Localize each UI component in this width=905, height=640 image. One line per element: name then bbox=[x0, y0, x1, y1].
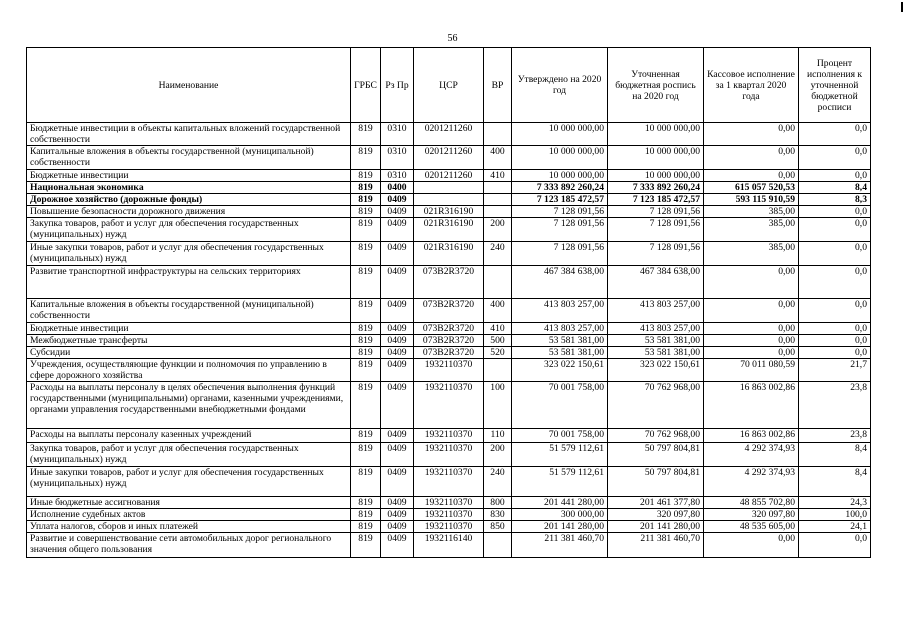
row-cash-cell: 0,00 bbox=[704, 347, 799, 359]
table-row bbox=[27, 359, 871, 382]
row-csr-cell: 073B2R3720 bbox=[414, 335, 484, 347]
table-row bbox=[27, 323, 871, 335]
row-csr-cell: 073B2R3720 bbox=[414, 347, 484, 359]
row-approved-cell: 51 579 112,61 bbox=[512, 467, 608, 497]
row-vr-cell bbox=[484, 533, 512, 558]
row-cash-cell: 0,00 bbox=[704, 146, 799, 170]
row-approved-cell: 300 000,00 bbox=[512, 509, 608, 521]
table-row bbox=[27, 497, 871, 509]
row-approved-cell: 7 128 091,56 bbox=[512, 206, 608, 218]
header-refined: Уточненная бюджетная роспись на 2020 год bbox=[608, 48, 704, 123]
row-grbs-cell: 819 bbox=[351, 382, 381, 429]
row-refined-cell: 53 581 381,00 bbox=[608, 347, 704, 359]
row-approved-cell: 53 581 381,00 bbox=[512, 347, 608, 359]
header-rzpr: Рз Пр bbox=[381, 48, 414, 123]
row-percent-cell: 0,0 bbox=[799, 146, 871, 170]
row-refined-cell: 10 000 000,00 bbox=[608, 170, 704, 182]
row-vr-cell: 240 bbox=[484, 467, 512, 497]
row-vr-cell: 500 bbox=[484, 335, 512, 347]
row-cash-cell: 320 097,80 bbox=[704, 509, 799, 521]
row-csr-cell: 1932110370 bbox=[414, 359, 484, 382]
table-row bbox=[27, 347, 871, 359]
row-percent-cell: 23,8 bbox=[799, 382, 871, 429]
row-vr-cell bbox=[484, 194, 512, 206]
row-refined-cell: 320 097,80 bbox=[608, 509, 704, 521]
table-row bbox=[27, 242, 871, 266]
row-name-cell: Развитие и совершенствование сети автомобильных дорог регионального значения общего пользования bbox=[27, 533, 351, 558]
row-approved-cell: 10 000 000,00 bbox=[512, 146, 608, 170]
row-vr-cell: 110 bbox=[484, 429, 512, 443]
row-cash-cell: 4 292 374,93 bbox=[704, 467, 799, 497]
table-row bbox=[27, 299, 871, 323]
row-csr-cell: 1932110370 bbox=[414, 509, 484, 521]
row-approved-cell: 7 128 091,56 bbox=[512, 218, 608, 242]
row-percent-cell: 0,0 bbox=[799, 170, 871, 182]
row-name-cell: Дорожное хозяйство (дорожные фонды) bbox=[27, 194, 351, 206]
row-grbs-cell: 819 bbox=[351, 467, 381, 497]
row-refined-cell: 70 762 968,00 bbox=[608, 382, 704, 429]
row-csr-cell: 1932110370 bbox=[414, 521, 484, 533]
row-grbs-cell: 819 bbox=[351, 123, 381, 146]
row-cash-cell: 0,00 bbox=[704, 533, 799, 558]
row-rzpr-cell: 0409 bbox=[381, 497, 414, 509]
row-rzpr-cell: 0409 bbox=[381, 382, 414, 429]
row-name-cell: Бюджетные инвестиции bbox=[27, 323, 351, 335]
row-approved-cell: 70 001 758,00 bbox=[512, 382, 608, 429]
table-row bbox=[27, 218, 871, 242]
header-grbs: ГРБС bbox=[351, 48, 381, 123]
row-cash-cell: 385,00 bbox=[704, 206, 799, 218]
header-csr: ЦСР bbox=[414, 48, 484, 123]
row-grbs-cell: 819 bbox=[351, 206, 381, 218]
row-cash-cell: 4 292 374,93 bbox=[704, 443, 799, 467]
row-vr-cell bbox=[484, 359, 512, 382]
row-refined-cell: 7 128 091,56 bbox=[608, 218, 704, 242]
row-cash-cell: 16 863 002,86 bbox=[704, 382, 799, 429]
row-name-cell: Исполнение судебных актов bbox=[27, 509, 351, 521]
row-vr-cell bbox=[484, 266, 512, 299]
row-cash-cell: 48 855 702,80 bbox=[704, 497, 799, 509]
row-refined-cell: 323 022 150,61 bbox=[608, 359, 704, 382]
row-approved-cell: 70 001 758,00 bbox=[512, 429, 608, 443]
row-percent-cell: 0,0 bbox=[799, 323, 871, 335]
row-refined-cell: 50 797 804,81 bbox=[608, 443, 704, 467]
row-grbs-cell: 819 bbox=[351, 509, 381, 521]
row-cash-cell: 0,00 bbox=[704, 323, 799, 335]
table-row bbox=[27, 194, 871, 206]
row-cash-cell: 70 011 080,59 bbox=[704, 359, 799, 382]
row-refined-cell: 413 803 257,00 bbox=[608, 323, 704, 335]
row-rzpr-cell: 0409 bbox=[381, 509, 414, 521]
row-grbs-cell: 819 bbox=[351, 323, 381, 335]
row-refined-cell: 50 797 804,81 bbox=[608, 467, 704, 497]
row-refined-cell: 70 762 968,00 bbox=[608, 429, 704, 443]
row-percent-cell: 0,0 bbox=[799, 206, 871, 218]
row-name-cell: Уплата налогов, сборов и иных платежей bbox=[27, 521, 351, 533]
row-vr-cell: 400 bbox=[484, 146, 512, 170]
row-percent-cell: 8,4 bbox=[799, 443, 871, 467]
table-row bbox=[27, 382, 871, 429]
row-cash-cell: 0,00 bbox=[704, 123, 799, 146]
row-rzpr-cell: 0310 bbox=[381, 170, 414, 182]
row-cash-cell: 0,00 bbox=[704, 335, 799, 347]
row-refined-cell: 211 381 460,70 bbox=[608, 533, 704, 558]
row-name-cell: Закупка товаров, работ и услуг для обеспечения государственных (муниципальных) нужд bbox=[27, 443, 351, 467]
row-approved-cell: 7 333 892 260,24 bbox=[512, 182, 608, 194]
row-approved-cell: 413 803 257,00 bbox=[512, 299, 608, 323]
row-approved-cell: 201 141 280,00 bbox=[512, 521, 608, 533]
row-percent-cell: 21,7 bbox=[799, 359, 871, 382]
table-row bbox=[27, 146, 871, 170]
row-grbs-cell: 819 bbox=[351, 182, 381, 194]
row-grbs-cell: 819 bbox=[351, 533, 381, 558]
table-row bbox=[27, 533, 871, 558]
row-cash-cell: 0,00 bbox=[704, 266, 799, 299]
row-refined-cell: 201 141 280,00 bbox=[608, 521, 704, 533]
row-csr-cell: 1932110370 bbox=[414, 497, 484, 509]
row-percent-cell: 23,8 bbox=[799, 429, 871, 443]
row-cash-cell: 16 863 002,86 bbox=[704, 429, 799, 443]
row-approved-cell: 201 441 280,00 bbox=[512, 497, 608, 509]
row-refined-cell: 413 803 257,00 bbox=[608, 299, 704, 323]
row-refined-cell: 7 123 185 472,57 bbox=[608, 194, 704, 206]
table-row bbox=[27, 509, 871, 521]
row-cash-cell: 385,00 bbox=[704, 218, 799, 242]
row-rzpr-cell: 0400 bbox=[381, 182, 414, 194]
row-percent-cell: 0,0 bbox=[799, 533, 871, 558]
row-approved-cell: 53 581 381,00 bbox=[512, 335, 608, 347]
row-rzpr-cell: 0409 bbox=[381, 443, 414, 467]
row-rzpr-cell: 0409 bbox=[381, 323, 414, 335]
row-csr-cell: 021R316190 bbox=[414, 206, 484, 218]
row-approved-cell: 7 128 091,56 bbox=[512, 242, 608, 266]
row-csr-cell: 021R316190 bbox=[414, 218, 484, 242]
row-grbs-cell: 819 bbox=[351, 218, 381, 242]
row-approved-cell: 211 381 460,70 bbox=[512, 533, 608, 558]
row-csr-cell: 073B2R3720 bbox=[414, 266, 484, 299]
table-row bbox=[27, 429, 871, 443]
budget-table bbox=[26, 47, 871, 558]
header-cash: Кассовое исполнение за 1 квартал 2020 года bbox=[704, 48, 799, 123]
table-body bbox=[27, 123, 871, 558]
row-percent-cell: 0,0 bbox=[799, 218, 871, 242]
table-header-row bbox=[27, 48, 871, 123]
row-name-cell: Национальная экономика bbox=[27, 182, 351, 194]
row-grbs-cell: 819 bbox=[351, 335, 381, 347]
row-cash-cell: 48 535 605,00 bbox=[704, 521, 799, 533]
table-row bbox=[27, 123, 871, 146]
row-vr-cell: 800 bbox=[484, 497, 512, 509]
row-csr-cell: 0201211260 bbox=[414, 146, 484, 170]
row-rzpr-cell: 0409 bbox=[381, 359, 414, 382]
row-percent-cell: 0,0 bbox=[799, 347, 871, 359]
row-grbs-cell: 819 bbox=[351, 170, 381, 182]
row-approved-cell: 413 803 257,00 bbox=[512, 323, 608, 335]
row-name-cell: Иные закупки товаров, работ и услуг для обеспечения государственных (муниципальных) нужд bbox=[27, 467, 351, 497]
row-name-cell: Межбюджетные трансферты bbox=[27, 335, 351, 347]
row-vr-cell bbox=[484, 182, 512, 194]
header-vr: ВР bbox=[484, 48, 512, 123]
row-vr-cell: 200 bbox=[484, 443, 512, 467]
row-name-cell: Повышение безопасности дорожного движения bbox=[27, 206, 351, 218]
table-row bbox=[27, 467, 871, 497]
row-rzpr-cell: 0310 bbox=[381, 123, 414, 146]
row-refined-cell: 201 461 377,80 bbox=[608, 497, 704, 509]
row-csr-cell bbox=[414, 194, 484, 206]
row-name-cell: Развитие транспортной инфраструктуры на сельских территориях bbox=[27, 266, 351, 299]
row-grbs-cell: 819 bbox=[351, 359, 381, 382]
row-name-cell: Иные бюджетные ассигнования bbox=[27, 497, 351, 509]
row-csr-cell: 1932116140 bbox=[414, 533, 484, 558]
row-vr-cell: 850 bbox=[484, 521, 512, 533]
row-name-cell: Иные закупки товаров, работ и услуг для обеспечения государственных (муниципальных) нужд bbox=[27, 242, 351, 266]
row-vr-cell: 830 bbox=[484, 509, 512, 521]
row-name-cell: Бюджетные инвестиции bbox=[27, 170, 351, 182]
row-cash-cell: 0,00 bbox=[704, 299, 799, 323]
row-name-cell: Субсидии bbox=[27, 347, 351, 359]
row-name-cell: Капитальные вложения в объекты государственной (муниципальной) собственности bbox=[27, 146, 351, 170]
table-row bbox=[27, 443, 871, 467]
row-percent-cell: 0,0 bbox=[799, 266, 871, 299]
row-vr-cell bbox=[484, 206, 512, 218]
row-vr-cell: 410 bbox=[484, 323, 512, 335]
row-csr-cell: 021R316190 bbox=[414, 242, 484, 266]
row-vr-cell: 520 bbox=[484, 347, 512, 359]
row-vr-cell: 100 bbox=[484, 382, 512, 429]
row-approved-cell: 323 022 150,61 bbox=[512, 359, 608, 382]
row-percent-cell: 0,0 bbox=[799, 335, 871, 347]
row-approved-cell: 10 000 000,00 bbox=[512, 170, 608, 182]
row-refined-cell: 7 333 892 260,24 bbox=[608, 182, 704, 194]
row-vr-cell: 410 bbox=[484, 170, 512, 182]
row-approved-cell: 7 123 185 472,57 bbox=[512, 194, 608, 206]
row-grbs-cell: 819 bbox=[351, 266, 381, 299]
row-refined-cell: 10 000 000,00 bbox=[608, 146, 704, 170]
row-cash-cell: 615 057 520,53 bbox=[704, 182, 799, 194]
row-cash-cell: 593 115 910,59 bbox=[704, 194, 799, 206]
row-grbs-cell: 819 bbox=[351, 242, 381, 266]
table-row bbox=[27, 170, 871, 182]
page-number: 56 bbox=[447, 33, 458, 44]
table-row bbox=[27, 266, 871, 299]
row-rzpr-cell: 0409 bbox=[381, 206, 414, 218]
row-rzpr-cell: 0409 bbox=[381, 429, 414, 443]
row-name-cell: Учреждения, осуществляющие функции и полномочия по управлению в сфере дорожного хозяйства bbox=[27, 359, 351, 382]
row-rzpr-cell: 0409 bbox=[381, 266, 414, 299]
row-csr-cell: 1932110370 bbox=[414, 382, 484, 429]
row-grbs-cell: 819 bbox=[351, 443, 381, 467]
row-csr-cell: 0201211260 bbox=[414, 170, 484, 182]
table-row bbox=[27, 521, 871, 533]
row-approved-cell: 10 000 000,00 bbox=[512, 123, 608, 146]
row-rzpr-cell: 0409 bbox=[381, 335, 414, 347]
row-refined-cell: 53 581 381,00 bbox=[608, 335, 704, 347]
row-grbs-cell: 819 bbox=[351, 299, 381, 323]
row-approved-cell: 467 384 638,00 bbox=[512, 266, 608, 299]
row-grbs-cell: 819 bbox=[351, 429, 381, 443]
row-percent-cell: 0,0 bbox=[799, 123, 871, 146]
header-percent: Процент исполнения к уточненной бюджетной росписи bbox=[799, 48, 871, 123]
row-rzpr-cell: 0409 bbox=[381, 299, 414, 323]
row-percent-cell: 8,4 bbox=[799, 182, 871, 194]
row-name-cell: Бюджетные инвестиции в объекты капитальных вложений государственной собственности bbox=[27, 123, 351, 146]
row-cash-cell: 0,00 bbox=[704, 170, 799, 182]
row-vr-cell: 200 bbox=[484, 218, 512, 242]
row-name-cell: Капитальные вложения в объекты государственной (муниципальной) собственности bbox=[27, 299, 351, 323]
row-percent-cell: 24,3 bbox=[799, 497, 871, 509]
table-row bbox=[27, 182, 871, 194]
row-grbs-cell: 819 bbox=[351, 497, 381, 509]
row-rzpr-cell: 0409 bbox=[381, 218, 414, 242]
row-csr-cell: 1932110370 bbox=[414, 467, 484, 497]
table-row bbox=[27, 206, 871, 218]
row-rzpr-cell: 0310 bbox=[381, 146, 414, 170]
row-rzpr-cell: 0409 bbox=[381, 521, 414, 533]
header-approved: Утверждено на 2020 год bbox=[512, 48, 608, 123]
row-vr-cell bbox=[484, 123, 512, 146]
row-vr-cell: 240 bbox=[484, 242, 512, 266]
row-grbs-cell: 819 bbox=[351, 347, 381, 359]
row-grbs-cell: 819 bbox=[351, 194, 381, 206]
row-percent-cell: 24,1 bbox=[799, 521, 871, 533]
row-percent-cell: 100,0 bbox=[799, 509, 871, 521]
page-edge-mark bbox=[901, 2, 903, 12]
row-name-cell: Закупка товаров, работ и услуг для обеспечения государственных (муниципальных) нужд bbox=[27, 218, 351, 242]
row-name-cell: Расходы на выплаты персоналу в целях обеспечения выполнения функций государственными (муниципальными) органами, казенными учреждениями, органами управления государственными внебюджетными фондами bbox=[27, 382, 351, 429]
row-rzpr-cell: 0409 bbox=[381, 194, 414, 206]
row-csr-cell: 073B2R3720 bbox=[414, 299, 484, 323]
row-approved-cell: 51 579 112,61 bbox=[512, 443, 608, 467]
row-rzpr-cell: 0409 bbox=[381, 347, 414, 359]
row-rzpr-cell: 0409 bbox=[381, 467, 414, 497]
table-row bbox=[27, 335, 871, 347]
row-grbs-cell: 819 bbox=[351, 146, 381, 170]
row-csr-cell: 1932110370 bbox=[414, 443, 484, 467]
header-name: Наименование bbox=[27, 48, 351, 123]
row-csr-cell bbox=[414, 182, 484, 194]
row-percent-cell: 8,3 bbox=[799, 194, 871, 206]
row-refined-cell: 7 128 091,56 bbox=[608, 206, 704, 218]
row-grbs-cell: 819 bbox=[351, 521, 381, 533]
row-rzpr-cell: 0409 bbox=[381, 533, 414, 558]
row-name-cell: Расходы на выплаты персоналу казенных учреждений bbox=[27, 429, 351, 443]
row-vr-cell: 400 bbox=[484, 299, 512, 323]
row-cash-cell: 385,00 bbox=[704, 242, 799, 266]
row-percent-cell: 0,0 bbox=[799, 242, 871, 266]
row-refined-cell: 467 384 638,00 bbox=[608, 266, 704, 299]
row-refined-cell: 10 000 000,00 bbox=[608, 123, 704, 146]
row-percent-cell: 8,4 bbox=[799, 467, 871, 497]
row-csr-cell: 0201211260 bbox=[414, 123, 484, 146]
row-percent-cell: 0,0 bbox=[799, 299, 871, 323]
row-csr-cell: 073B2R3720 bbox=[414, 323, 484, 335]
row-csr-cell: 1932110370 bbox=[414, 429, 484, 443]
row-refined-cell: 7 128 091,56 bbox=[608, 242, 704, 266]
row-rzpr-cell: 0409 bbox=[381, 242, 414, 266]
